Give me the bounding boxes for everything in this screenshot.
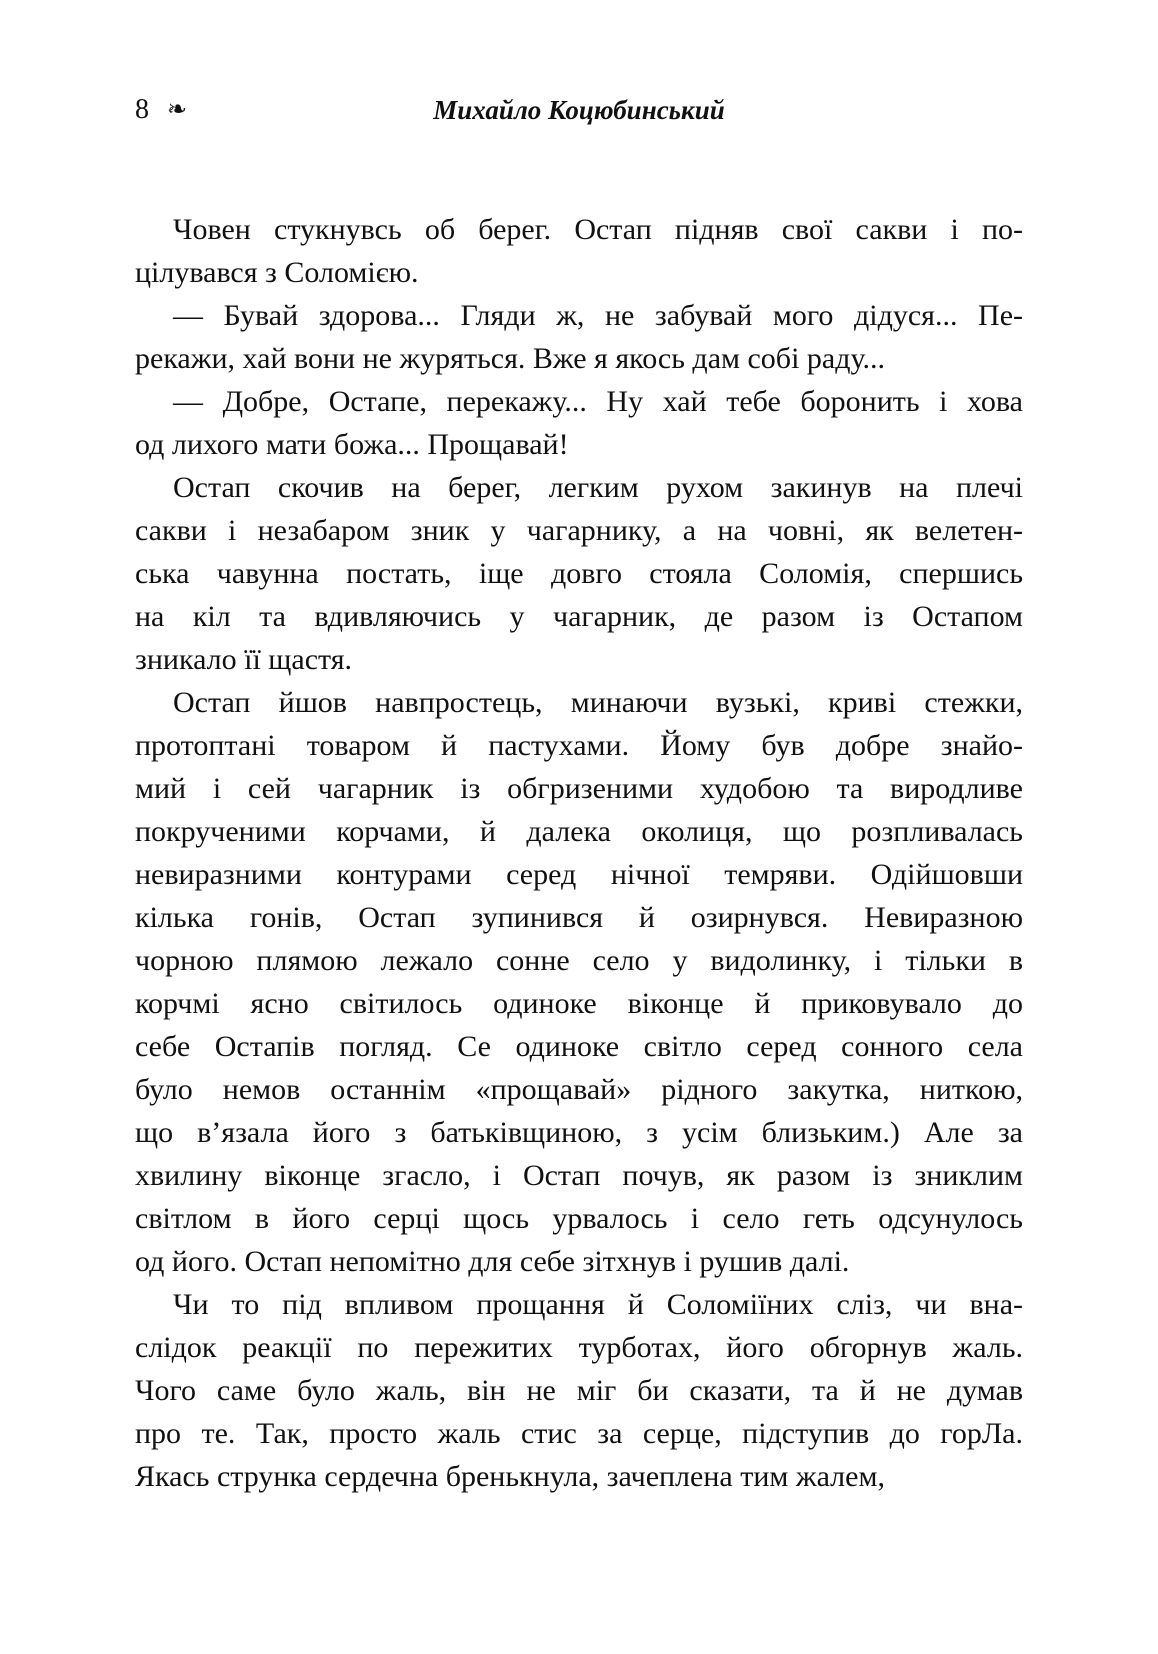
text-line: Чи то під впливом прощання й Соломіїних сліз, чи вна- [173, 1288, 1023, 1321]
page-number-group [135, 92, 187, 129]
text-line: себе Остапів погляд. Се одиноке світло серед сонного села [135, 1030, 1023, 1063]
text-line: Човен стукнувсь об берег. Остап підняв свої сакви і по- [173, 213, 1023, 246]
paragraph [135, 294, 1023, 380]
text-line: ська чавунна постать, іще довго стояла Соломія, спершись [135, 557, 1023, 590]
text-line: од лихого мати божа... Прощавай! [135, 428, 569, 461]
text-line: — Добре, Остапе, перекажу... Ну хай тебе боронить і хова [173, 385, 1023, 418]
text-line: мий і сей чагарник із обгризеними худобою та виродливе [135, 772, 1023, 805]
page-number: 8 [135, 94, 150, 125]
text-line: слідок реакції по пережитих турботах, його обгорнув жаль. [135, 1331, 1023, 1364]
text-line: про те. Так, просто жаль стис за серце, підступив до горЛа. [135, 1417, 1023, 1450]
fleuron-icon: ❧ [167, 97, 188, 123]
paragraph [135, 466, 1023, 681]
running-title: Михайло Коцюбинський [433, 95, 725, 125]
text-line: Остап скочив на берег, легким рухом закинув на плечі [173, 471, 1023, 504]
text-line: світлом в його серці щось урвалось і село геть одсунулось [135, 1202, 1023, 1235]
text-line: Остап йшов навпростець, минаючи вузькі, криві стежки, [173, 686, 1023, 719]
text-line: цілувався з Соломією. [135, 256, 419, 289]
text-line: чорною плямою лежало сонне село у видолинку, і тільки в [135, 944, 1023, 977]
paragraph [135, 208, 1023, 294]
text-line: сакви і незабаром зник у чагарнику, а на човні, як велетен- [135, 514, 1023, 547]
text-line: рекажи, хай вони не журяться. Вже я якось дам собі раду... [135, 342, 885, 375]
text-line: було немов останнім «прощавай» рідного закутка, ниткою, [135, 1073, 1023, 1106]
text-line: корчмі ясно світилось одиноке віконце й приковувало до [135, 987, 1023, 1020]
text-line: Чого саме було жаль, він не міг би сказати, та й не думав [135, 1374, 1023, 1407]
page-header [135, 92, 1023, 128]
text-line: на кіл та вдивляючись у чагарник, де разом із Остапом [135, 600, 1023, 633]
text-line: — Бувай здорова... Гляди ж, не забувай мого дідуся... Пе- [173, 299, 1023, 332]
text-line: кілька гонів, Остап зупинився й озирнувся. Невиразною [135, 901, 1023, 934]
text-line: од його. Остап непомітно для себе зітхнув і рушив далі. [135, 1245, 850, 1278]
body-text [135, 208, 1023, 1498]
paragraph [135, 1283, 1023, 1498]
text-line: невиразними контурами серед нічної темряви. Одійшовши [135, 858, 1023, 891]
text-line: Якась струнка сердечна бренькнула, зачеплена тим жалем, [135, 1460, 885, 1493]
paragraph [135, 380, 1023, 466]
text-line: покрученими корчами, й далека околиця, що розпливалась [135, 815, 1023, 848]
paragraph [135, 681, 1023, 1283]
text-line: що в’язала його з батьківщиною, з усім близьким.) Але за [135, 1116, 1023, 1149]
text-line: хвилину віконце згасло, і Остап почув, як разом із зниклим [135, 1159, 1023, 1192]
text-line: зникало її щастя. [135, 643, 353, 676]
text-line: протоптані товаром й пастухами. Йому був добре знайо- [135, 729, 1023, 762]
